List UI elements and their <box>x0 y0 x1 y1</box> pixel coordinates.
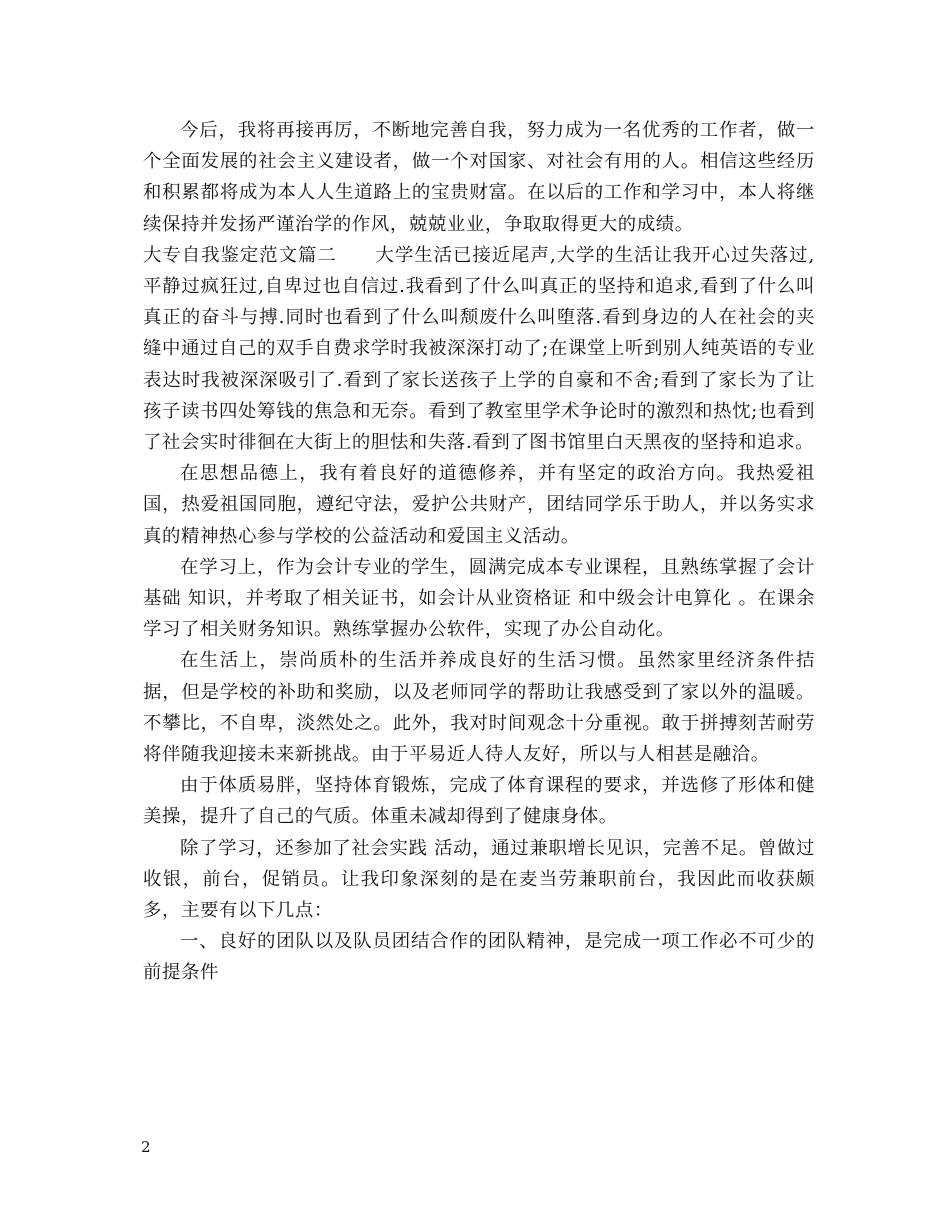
paragraph-conclusion: 今后，我将再接再厉，不断地完善自我，努力成为一名优秀的工作者，做一个全面发展的社会主义建设者，做一个对国家、对社会有用的人。相信这些经历和积累都将成为本人人生道路上的宝贵财富。在以后的工作和学习中，本人将继续保持并发扬严谨治学的作风，兢兢业业，争取取得更大的成绩。 <box>143 120 815 235</box>
paragraph-teamwork-point: 一、良好的团队以及队员团结合作的团队精神，是完成一项工作必不可少的前提条件 <box>143 931 815 984</box>
paragraph-social-practice: 除了学习，还参加了社会实践 活动，通过兼职增长见识，完善不足。曾做过收银，前台，促销员。让我印象深刻的是在麦当劳兼职前台，我因此而收获颇多，主要有以下几点： <box>143 837 815 922</box>
paragraph-sample-two-intro: 大专自我鉴定范文篇二 大学生活已接近尾声,大学的生活让我开心过失落过,平静过疯狂过,自卑过也自信过.我看到了什么叫真正的坚持和追求,看到了什么叫真正的奋斗与搏.同时也看到了什么叫颓废什么叫堕落.看到身边的人在社会的夹缝中通过自己的双手自费求学时我被深深打动了;在课堂上听到别人纯英语的专业表达时我被深深吸引了.看到了家长送孩子上学的自豪和不舍;看到了家长为了让孩子读书四处筹钱的焦急和无奈。看到了教室里学术争论时的激烈和热忱;也看到了社会实时徘徊在大街上的胆怯和失落.看到了图书馆里白天黑夜的坚持和追求。 <box>143 244 815 454</box>
paragraph-study: 在学习上，作为会计专业的学生，圆满完成本专业课程，且熟练掌握了会计基础 知识，并考取了相关证书，如会计从业资格证 和中级会计电算化 。在课余学习了相关财务知识。熟练掌握办公软件，实现了办公自动化。 <box>143 556 815 641</box>
page-number: 2 <box>141 1138 151 1156</box>
paragraph-moral-character: 在思想品德上，我有着良好的道德修养，并有坚定的政治方向。我热爱祖国，热爱祖国同胞，遵纪守法，爱护公共财产，团结同学乐于助人，并以务实求真的精神热心参与学校的公益活动和爱国主义活动。 <box>143 463 815 547</box>
paragraph-life: 在生活上，崇尚质朴的生活并养成良好的生活习惯。虽然家里经济条件拮据，但是学校的补助和奖励，以及老师同学的帮助让我感受到了家以外的温暖。不攀比，不自卑，淡然处之。此外，我对时间观念十分重视。敢于拼搏刻苦耐劳将伴随我迎接未来新挑战。由于平易近人待人友好，所以与人相甚是融洽。 <box>143 650 815 766</box>
paragraph-physical-exercise: 由于体质易胖，坚持体育锻炼，完成了体育课程的要求，并选修了形体和健美操，提升了自己的气质。体重未减却得到了健康身体。 <box>143 775 815 828</box>
document-body <box>143 115 815 989</box>
